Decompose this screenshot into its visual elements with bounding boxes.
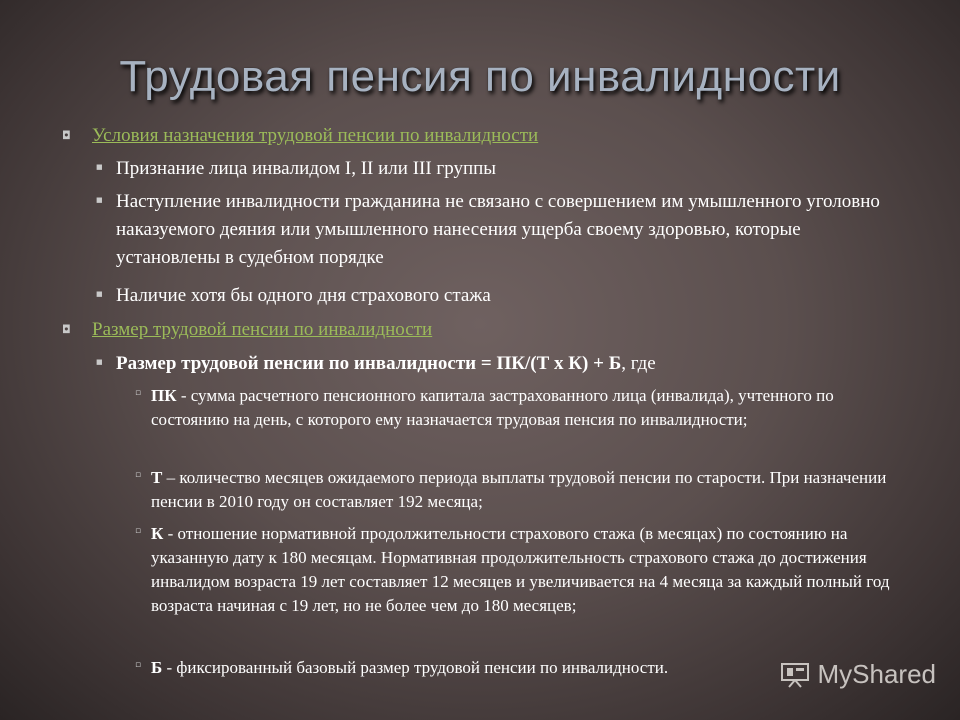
term-name: К — [151, 524, 164, 543]
watermark-text: MyShared — [817, 659, 936, 689]
level1-bullet-icon: ◘ — [62, 323, 71, 336]
list-item — [96, 188, 896, 272]
term-item — [135, 466, 915, 514]
level3-bullet-icon: ▫ — [135, 526, 142, 536]
term-text: - отношение нормативной продолжительности страхового стажа (в месяцах) по состоянию на указанную дату к 180 месяцам. Нормативная продолжительность страхового стажа до достижения инвалидом возраста 19 лет составляет 12 месяцев и увеличивается на 4 месяца за каждый полный год возраста начиная с 19 лет, но не более чем до 180 месяцев; — [151, 524, 890, 615]
section1-heading-link[interactable]: Условия назначения трудовой пенсии по инвалидности — [92, 125, 539, 146]
term-item — [135, 384, 915, 432]
term-item — [135, 522, 915, 618]
level2-bullet-icon: ■ — [96, 196, 103, 204]
formula-row — [96, 350, 896, 378]
formula-bold: Размер трудовой пенсии по инвалидности = ПК/(Т х К) + Б — [116, 353, 622, 374]
formula-suffix: , где — [621, 353, 656, 374]
level2-bullet-icon: ■ — [96, 290, 103, 298]
term-name: Б — [151, 658, 163, 677]
watermark — [780, 659, 937, 690]
term-definition — [151, 466, 913, 514]
level2-bullet-icon: ■ — [96, 358, 103, 366]
term-definition — [151, 384, 913, 432]
term-name: Т — [151, 468, 163, 487]
level3-bullet-icon: ▫ — [135, 388, 142, 398]
condition-item: Признание лица инвалидом I, II или III группы — [116, 158, 497, 179]
term-text: - фиксированный базовый размер трудовой пенсии по инвалидности. — [162, 658, 669, 677]
level3-bullet-icon: ▫ — [135, 470, 142, 480]
section-heading-row — [62, 124, 922, 148]
condition-item: Наступление инвалидности гражданина не связано с совершением им умышленного уголовно наказуемого деяния или умышленного нанесения ущерба своему здоровью, которые установлены в судебном порядке — [116, 191, 880, 268]
section-heading-row — [62, 318, 922, 342]
slide-title: Трудовая пенсия по инвалидности — [119, 52, 841, 101]
term-name: ПК — [151, 386, 177, 405]
condition-item: Наличие хотя бы одного дня страхового стажа — [116, 285, 491, 306]
section2-heading-link[interactable]: Размер трудовой пенсии по инвалидности — [92, 319, 433, 340]
term-text: – количество месяцев ожидаемого периода выплаты трудовой пенсии по старости. При назначении пенсии в 2010 году он составляет 192 месяца; — [151, 468, 887, 511]
list-item — [96, 282, 896, 310]
level3-bullet-icon: ▫ — [135, 660, 142, 670]
term-definition — [151, 522, 913, 618]
level2-bullet-icon: ■ — [96, 163, 103, 171]
list-item — [96, 155, 896, 183]
term-text: - сумма расчетного пенсионного капитала застрахованного лица (инвалида), учтенного по состоянию на день, с которого ему назначается трудовая пенсия по инвалидности; — [151, 386, 834, 429]
level1-bullet-icon: ◘ — [62, 129, 71, 142]
presentation-icon — [780, 662, 810, 688]
formula-text — [116, 350, 656, 378]
